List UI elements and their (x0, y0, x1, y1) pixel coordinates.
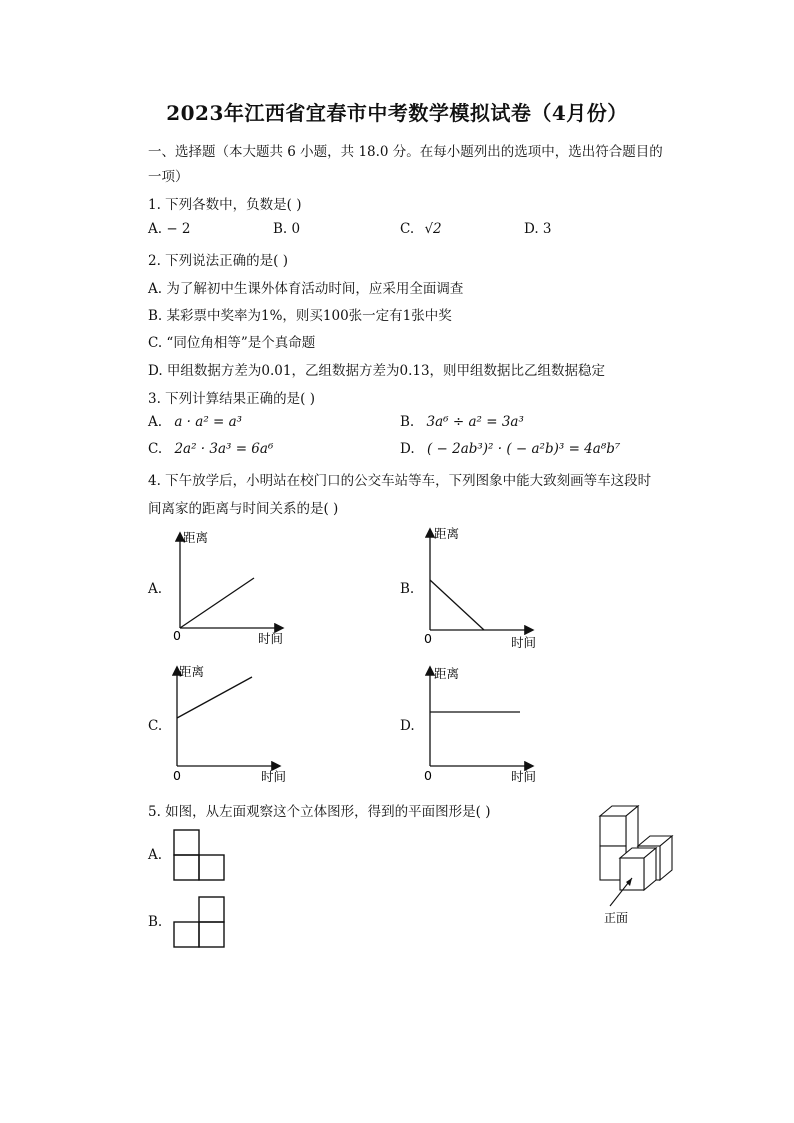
q4-graph-b-ylabel: 距离 (434, 526, 460, 541)
q4-graph-a (168, 528, 298, 648)
q5-option-b-figure (172, 895, 228, 949)
q3-option-b (400, 414, 524, 430)
q1-option-d: D. 3 (524, 221, 552, 237)
q5-option-a-label: A. (148, 847, 163, 863)
q3-option-b-math: 3a⁶ ÷ a² = 3a³ (426, 414, 524, 430)
q1-option-b: B. 0 (273, 221, 301, 237)
q2-option-d: D. 甲组数据方差为0.01，乙组数据方差为0.13，则甲组数据比乙组数据稳定 (148, 363, 606, 379)
q4-graph-c-line (177, 677, 252, 718)
q4-graph-b (418, 524, 548, 652)
q4-graph-b-line (430, 580, 484, 630)
q4-graph-c-option: C. (148, 718, 163, 734)
q5-front-label: 正面 (604, 911, 629, 925)
q3-option-c-math: 2a² · 3a³ = 6a⁶ (174, 441, 274, 457)
q4-graph-d-xlabel: 时间 (511, 769, 537, 784)
q3-option-a (148, 414, 242, 430)
q3-option-a-math: a · a² = a³ (174, 414, 243, 430)
q2-option-a: A. 为了解初中生课外体育活动时间，应采用全面调查 (148, 281, 464, 297)
section-header-line1: 一、选择题（本大题共 6 小题，共 18.0 分。在每小题列出的选项中，选出符合题目的 (148, 144, 663, 160)
q1-option-a: A. − 2 (148, 221, 191, 237)
q4-graph-a-line (180, 578, 254, 628)
q5-solid-figure (592, 802, 682, 928)
q5-stem: 5. 如图，从左面观察这个立体图形，得到的平面图形是( ) (148, 804, 491, 820)
page-title: 2023年江西省宜春市中考数学模拟试卷（4月份） (166, 101, 628, 125)
q4-graph-a-ylabel: 距离 (183, 530, 209, 545)
q4-stem-line1: 4. 下午放学后，小明站在校门口的公交车站等车，下列图象中能大致刻画等车这段时 (148, 473, 652, 489)
q4-graph-c (165, 662, 295, 786)
q4-graph-c-xlabel: 时间 (261, 769, 287, 784)
q1-option-c (400, 221, 442, 237)
q1-option-c-math: √2 (424, 221, 442, 237)
q3-option-b-label: B. (400, 414, 415, 430)
q5-option-a-figure (172, 828, 228, 882)
q4-graph-a-xlabel: 时间 (258, 631, 284, 646)
q4-graph-a-option: A. (148, 581, 163, 597)
q4-graph-d-option: D. (400, 718, 415, 734)
q3-stem: 3. 下列计算结果正确的是( ) (148, 391, 315, 407)
q4-graph-d-origin: 0 (424, 768, 432, 783)
q4-graph-a-origin: 0 (173, 628, 181, 643)
q4-stem-line2: 间离家的距离与时间关系的是( ) (148, 501, 339, 517)
q1-stem: 1. 下列各数中，负数是( ) (148, 197, 302, 213)
q3-option-c-label: C. (148, 441, 163, 457)
q5-option-b-label: B. (148, 914, 163, 930)
section-header-line2: 一项） (148, 169, 189, 185)
q3-option-d (400, 441, 620, 457)
q4-graph-d-ylabel: 距离 (434, 666, 460, 681)
q1-option-c-label: C. (400, 221, 415, 237)
q2-stem: 2. 下列说法正确的是( ) (148, 253, 288, 269)
q3-option-d-label: D. (400, 441, 415, 457)
q4-graph-b-origin: 0 (424, 631, 432, 646)
q3-option-d-math: ( − 2ab³)² · ( − a²b)³ = 4a⁸b⁷ (426, 441, 621, 457)
q2-option-c: C. “同位角相等”是个真命题 (148, 335, 316, 351)
q4-graph-b-option: B. (400, 581, 415, 597)
q4-graph-b-xlabel: 时间 (511, 635, 537, 650)
q4-graph-c-ylabel: 距离 (179, 664, 205, 679)
q2-option-b: B. 某彩票中奖率为1%，则买100张一定有1张中奖 (148, 308, 452, 324)
q3-option-c (148, 441, 273, 457)
q4-graph-c-origin: 0 (173, 768, 181, 783)
q3-option-a-label: A. (148, 414, 163, 430)
q4-graph-d (418, 662, 548, 786)
